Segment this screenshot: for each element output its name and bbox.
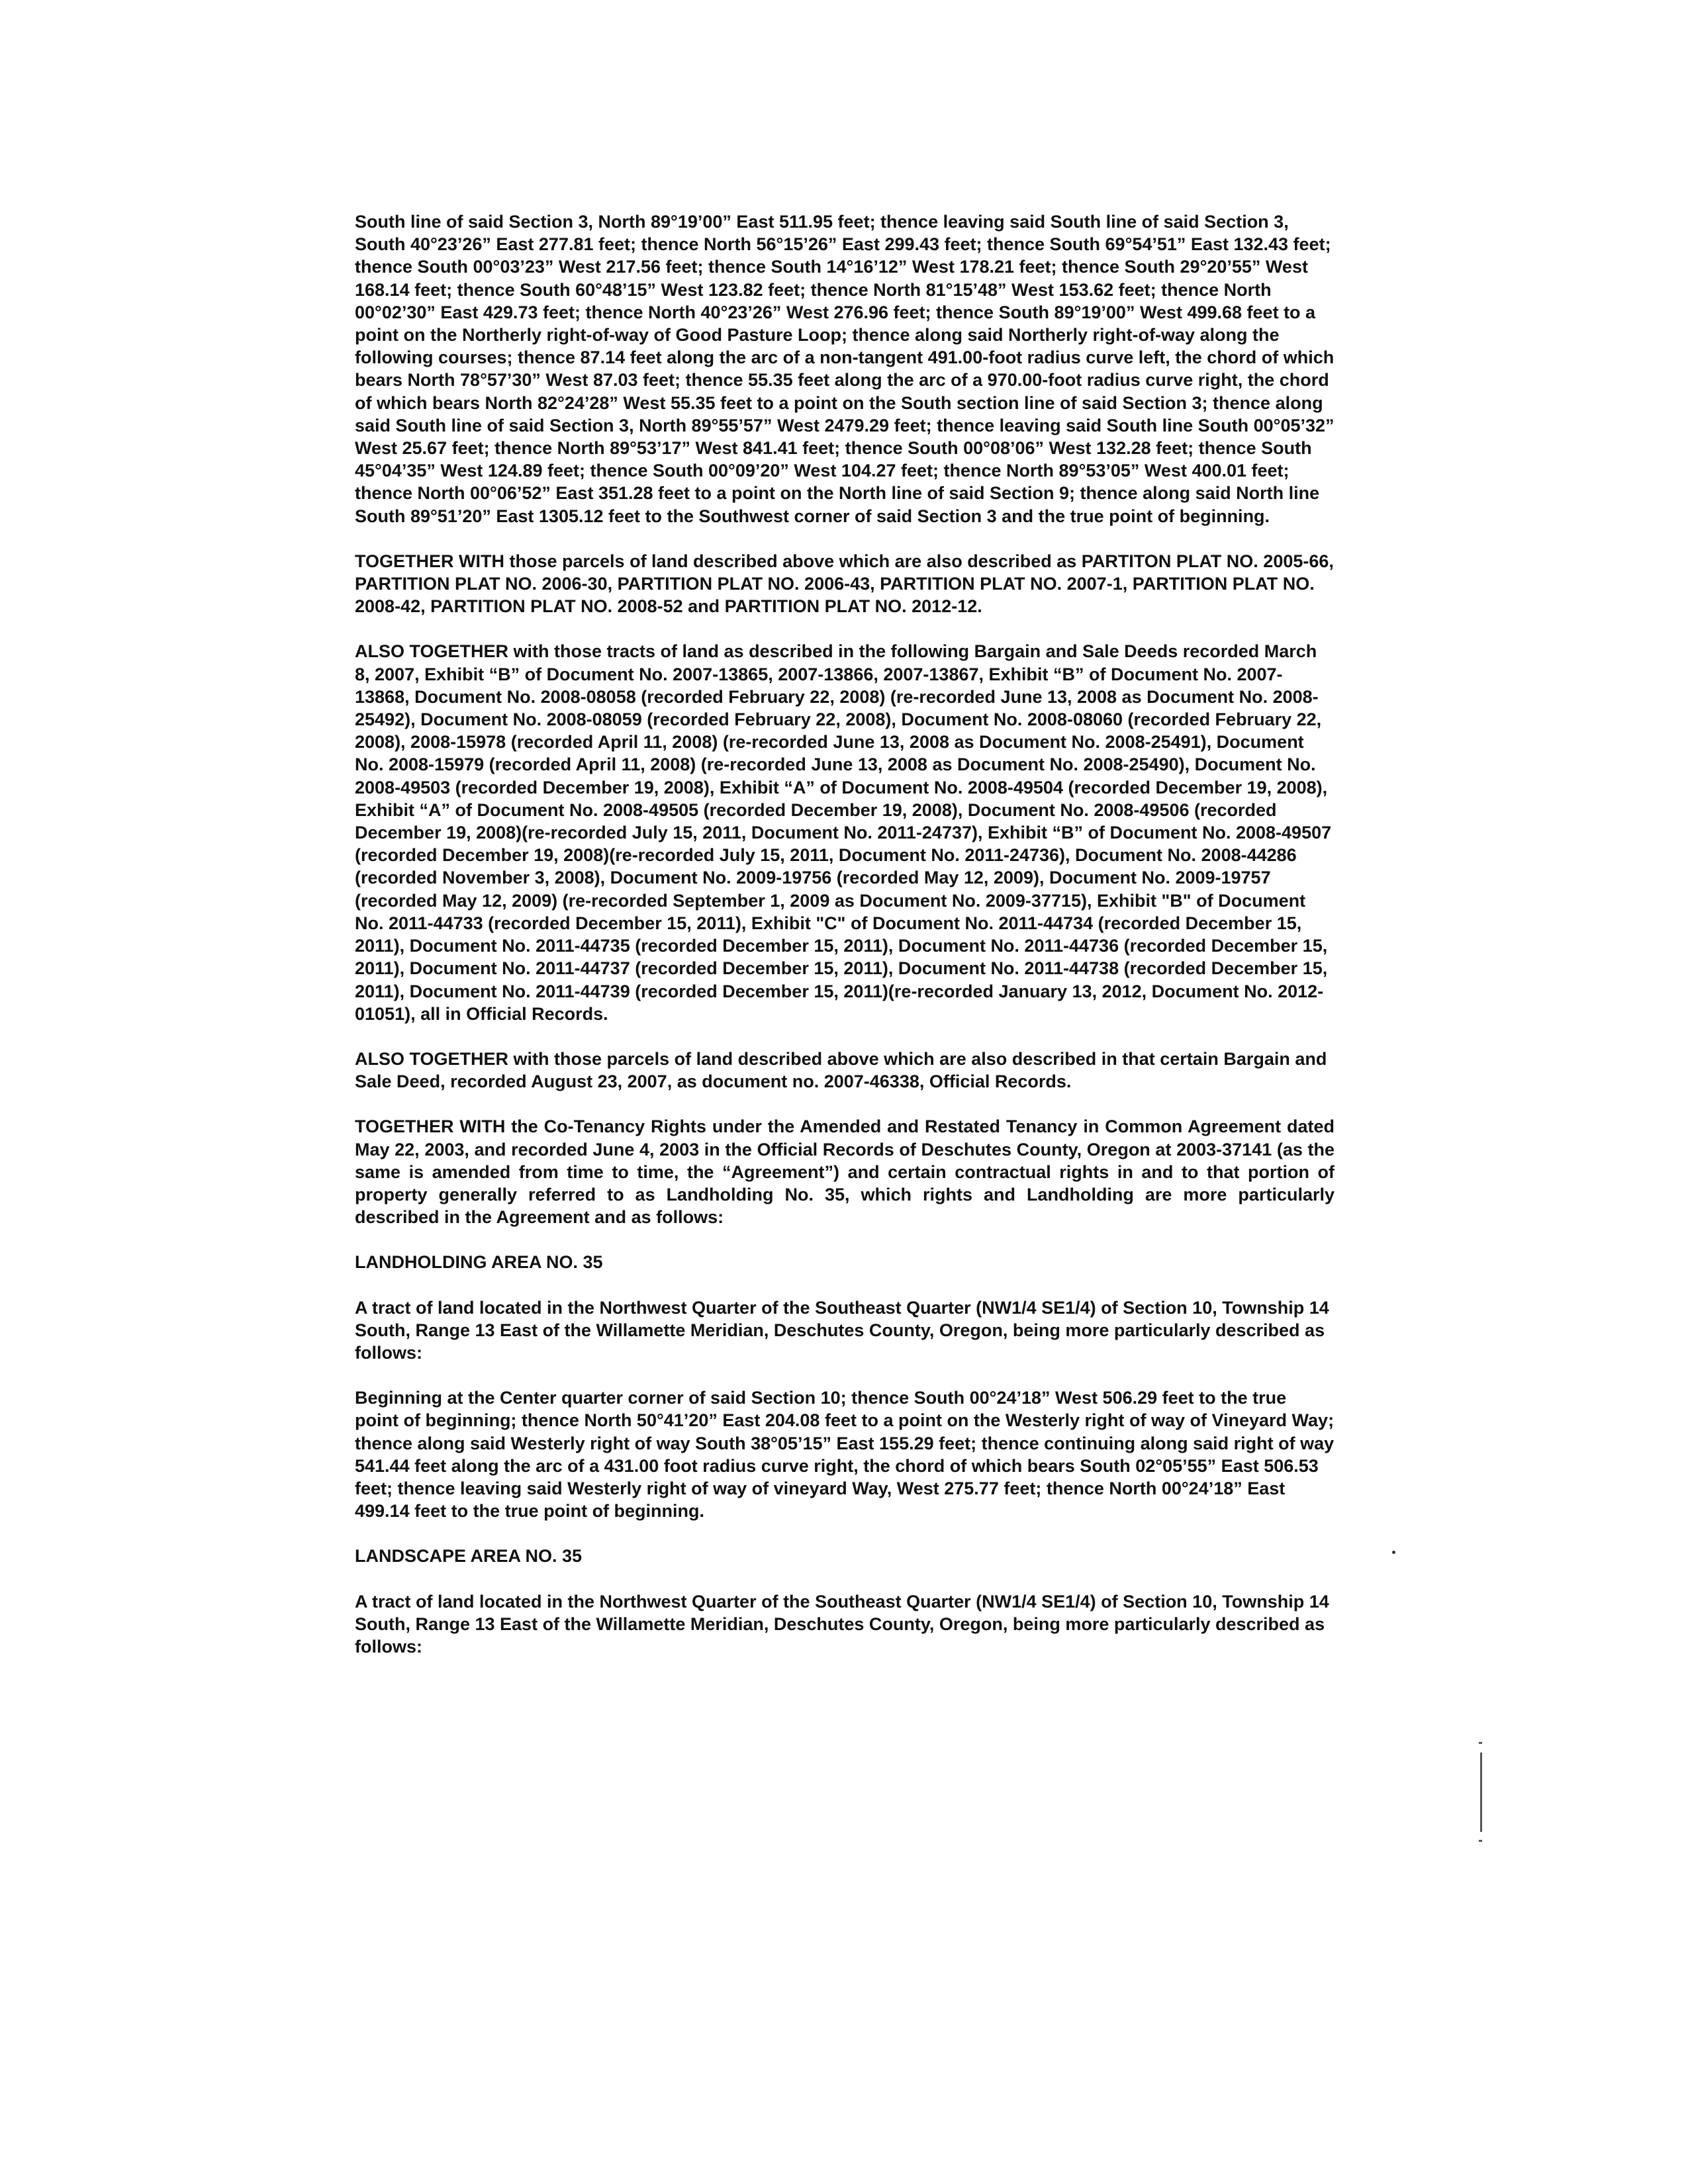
paragraph-landscape-tract: A tract of land located in the Northwest Quarter of the Southeast Quarter (NW1/4 SE1/4) of Section 10, Township 14 South, Range 13 East of the Willamette Meridian, Deschutes County, Oregon, being more particularly described as follows:: [355, 1591, 1329, 1657]
document-page: [355, 210, 1335, 1680]
paragraph-partition-plats: TOGETHER WITH those parcels of land described above which are also described as PARTITON PLAT NO. 2005-66, PARTITION PLAT NO. 2006-30, PARTITION PLAT NO. 2006-43, PARTITION PLAT NO. 2007-1, PARTITION PLAT NO. 2008-42, PARTITION PLAT NO. 2008-52 and PARTITION PLAT NO. 2012-12.: [355, 551, 1334, 617]
paragraph-co-tenancy-rights: TOGETHER WITH the Co-Tenancy Rights under the Amended and Restated Tenancy in Common Agreement dated May 22, 2003, and recorded June 4, 2003 in the Official Records of Deschutes County, Oregon at 2003-37141 (as the same is amended from time to time, the “Agreement”) and certain contractual rights in and to that portion of property generally referred to as Landholding No. 35, which rights and Landholding are more particularly described in the Agreement and as follows:: [355, 1116, 1335, 1228]
heading-landholding-area: LANDHOLDING AREA NO. 35: [355, 1252, 603, 1273]
paragraph-landholding-beginning: Beginning at the Center quarter corner of said Section 10; thence South 00°24’18” West 506.29 feet to the true point of beginning; thence North 50°41’20” East 204.08 feet to a point on the Westerly right of way of Vineyard Way; thence along said Westerly right of way South 38°05’15” East 155.29 feet; thence continuing along said right of way 541.44 feet along the arc of a 431.00 foot radius curve right, the chord of which bears South 02°05’55” East 506.53 feet; thence leaving said Westerly right of way of vineyard Way, West 275.77 feet; thence North 00°24’18” East 499.14 feet to the true point of beginning.: [355, 1388, 1335, 1522]
paragraph-bargain-sale-deed-2007: ALSO TOGETHER with those parcels of land described above which are also described in that certain Bargain and Sale Deed, recorded August 23, 2007, as document no. 2007-46338, Official Records.: [355, 1048, 1327, 1092]
paragraph-landholding-tract: A tract of land located in the Northwest Quarter of the Southeast Quarter (NW1/4 SE1/4) of Section 10, Township 14 South, Range 13 East of the Willamette Meridian, Deschutes County, Oregon, being more particularly described as follows:: [355, 1297, 1329, 1363]
scan-artifact-tick-bottom: [1479, 1840, 1482, 1842]
paragraph-bargain-sale-deeds: ALSO TOGETHER with those tracts of land as described in the following Bargain and Sale Deeds recorded March 8, 2007, Exhibit “B” of Document No. 2007-13865, 2007-13866, 2007-13867, Exhibit “B” of Document No. 2007-13868, Document No. 2008-08058 (recorded February 22, 2008) (re-recorded June 13, 2008 as Document No. 2008-25492), Document No. 2008-08059 (recorded February 22, 2008), Document No. 2008-08060 (recorded February 22, 2008), 2008-15978 (recorded April 11, 2008) (re-recorded June 13, 2008 as Document No. 2008-25491), Document No. 2008-15979 (recorded April 11, 2008) (re-recorded June 13, 2008 as Document No. 2008-25490), Document No. 2008-49503 (recorded December 19, 2008), Exhibit “A” of Document No. 2008-49504 (recorded December 19, 2008), Exhibit “A” of Document No. 2008-49505 (recorded December 19, 2008), Document No. 2008-49506 (recorded December 19, 2008)(re-recorded July 15, 2011, Document No. 2011-24737), Exhibit “B” of Document No. 2008-49507 (recorded December 19, 2008)(re-recorded July 15, 2011, Document No. 2011-24736), Document No. 2008-44286 (recorded November 3, 2008), Document No. 2009-19756 (recorded May 12, 2009), Document No. 2009-19757 (recorded May 12, 2009) (re-recorded September 1, 2009 as Document No. 2009-37715), Exhibit "B" of Document No. 2011-44733 (recorded December 15, 2011), Exhibit "C" of Document No. 2011-44734 (recorded December 15, 2011), Document No. 2011-44735 (recorded December 15, 2011), Document No. 2011-44736 (recorded December 15, 2011), Document No. 2011-44737 (recorded December 15, 2011), Document No. 2011-44738 (recorded December 15, 2011), Document No. 2011-44739 (recorded December 15, 2011)(re-recorded January 13, 2012, Document No. 2012-01051), all in Official Records.: [355, 641, 1332, 1024]
heading-landscape-area: LANDSCAPE AREA NO. 35: [355, 1546, 583, 1567]
scan-artifact-tick-top: [1479, 1742, 1482, 1744]
paragraph-legal-description: South line of said Section 3, North 89°19’00” East 511.95 feet; thence leaving said South line of said Section 3, South 40°23’26” East 277.81 feet; thence North 56°15’26” East 299.43 feet; thence South 69°54’51” East 132.43 feet; thence South 00°03’23” West 217.56 feet; thence South 14°16’12” West 178.21 feet; thence South 29°20’55” West 168.14 feet; thence South 60°48’15” West 123.82 feet; thence North 81°15’48” West 153.62 feet; thence North 00°02’30” East 429.73 feet; thence North 40°23’26” West 276.96 feet; thence South 89°19’00” West 499.68 feet to a point on the Northerly right-of-way of Good Pasture Loop; thence along said Northerly right-of-way along the following courses; thence 87.14 feet along the arc of a non-tangent 491.00-foot radius curve left, the chord of which bears North 78°57’30” West 87.03 feet; thence 55.35 feet along the arc of a 970.00-foot radius curve right, the chord of which bears North 82°24’28” West 55.35 feet to a point on the South section line of said Section 3; thence along said South line of said Section 3, North 89°55’57” West 2479.29 feet; thence leaving said South line South 00°05’32” West 25.67 feet; thence North 89°53’17” West 841.41 feet; thence South 00°08’06” West 132.28 feet; thence South 45°04’35” West 124.89 feet; thence South 00°09’20” West 104.27 feet; thence North 89°53’05” West 400.01 feet; thence North 00°06’52” East 351.28 feet to a point on the North line of said Section 9; thence along said North line South 89°51’20” East 1305.12 feet to the Southwest corner of said Section 3 and the true point of beginning.: [355, 212, 1335, 526]
scan-artifact-dot: [1392, 1551, 1395, 1554]
scan-artifact-bar: [1480, 1752, 1482, 1832]
